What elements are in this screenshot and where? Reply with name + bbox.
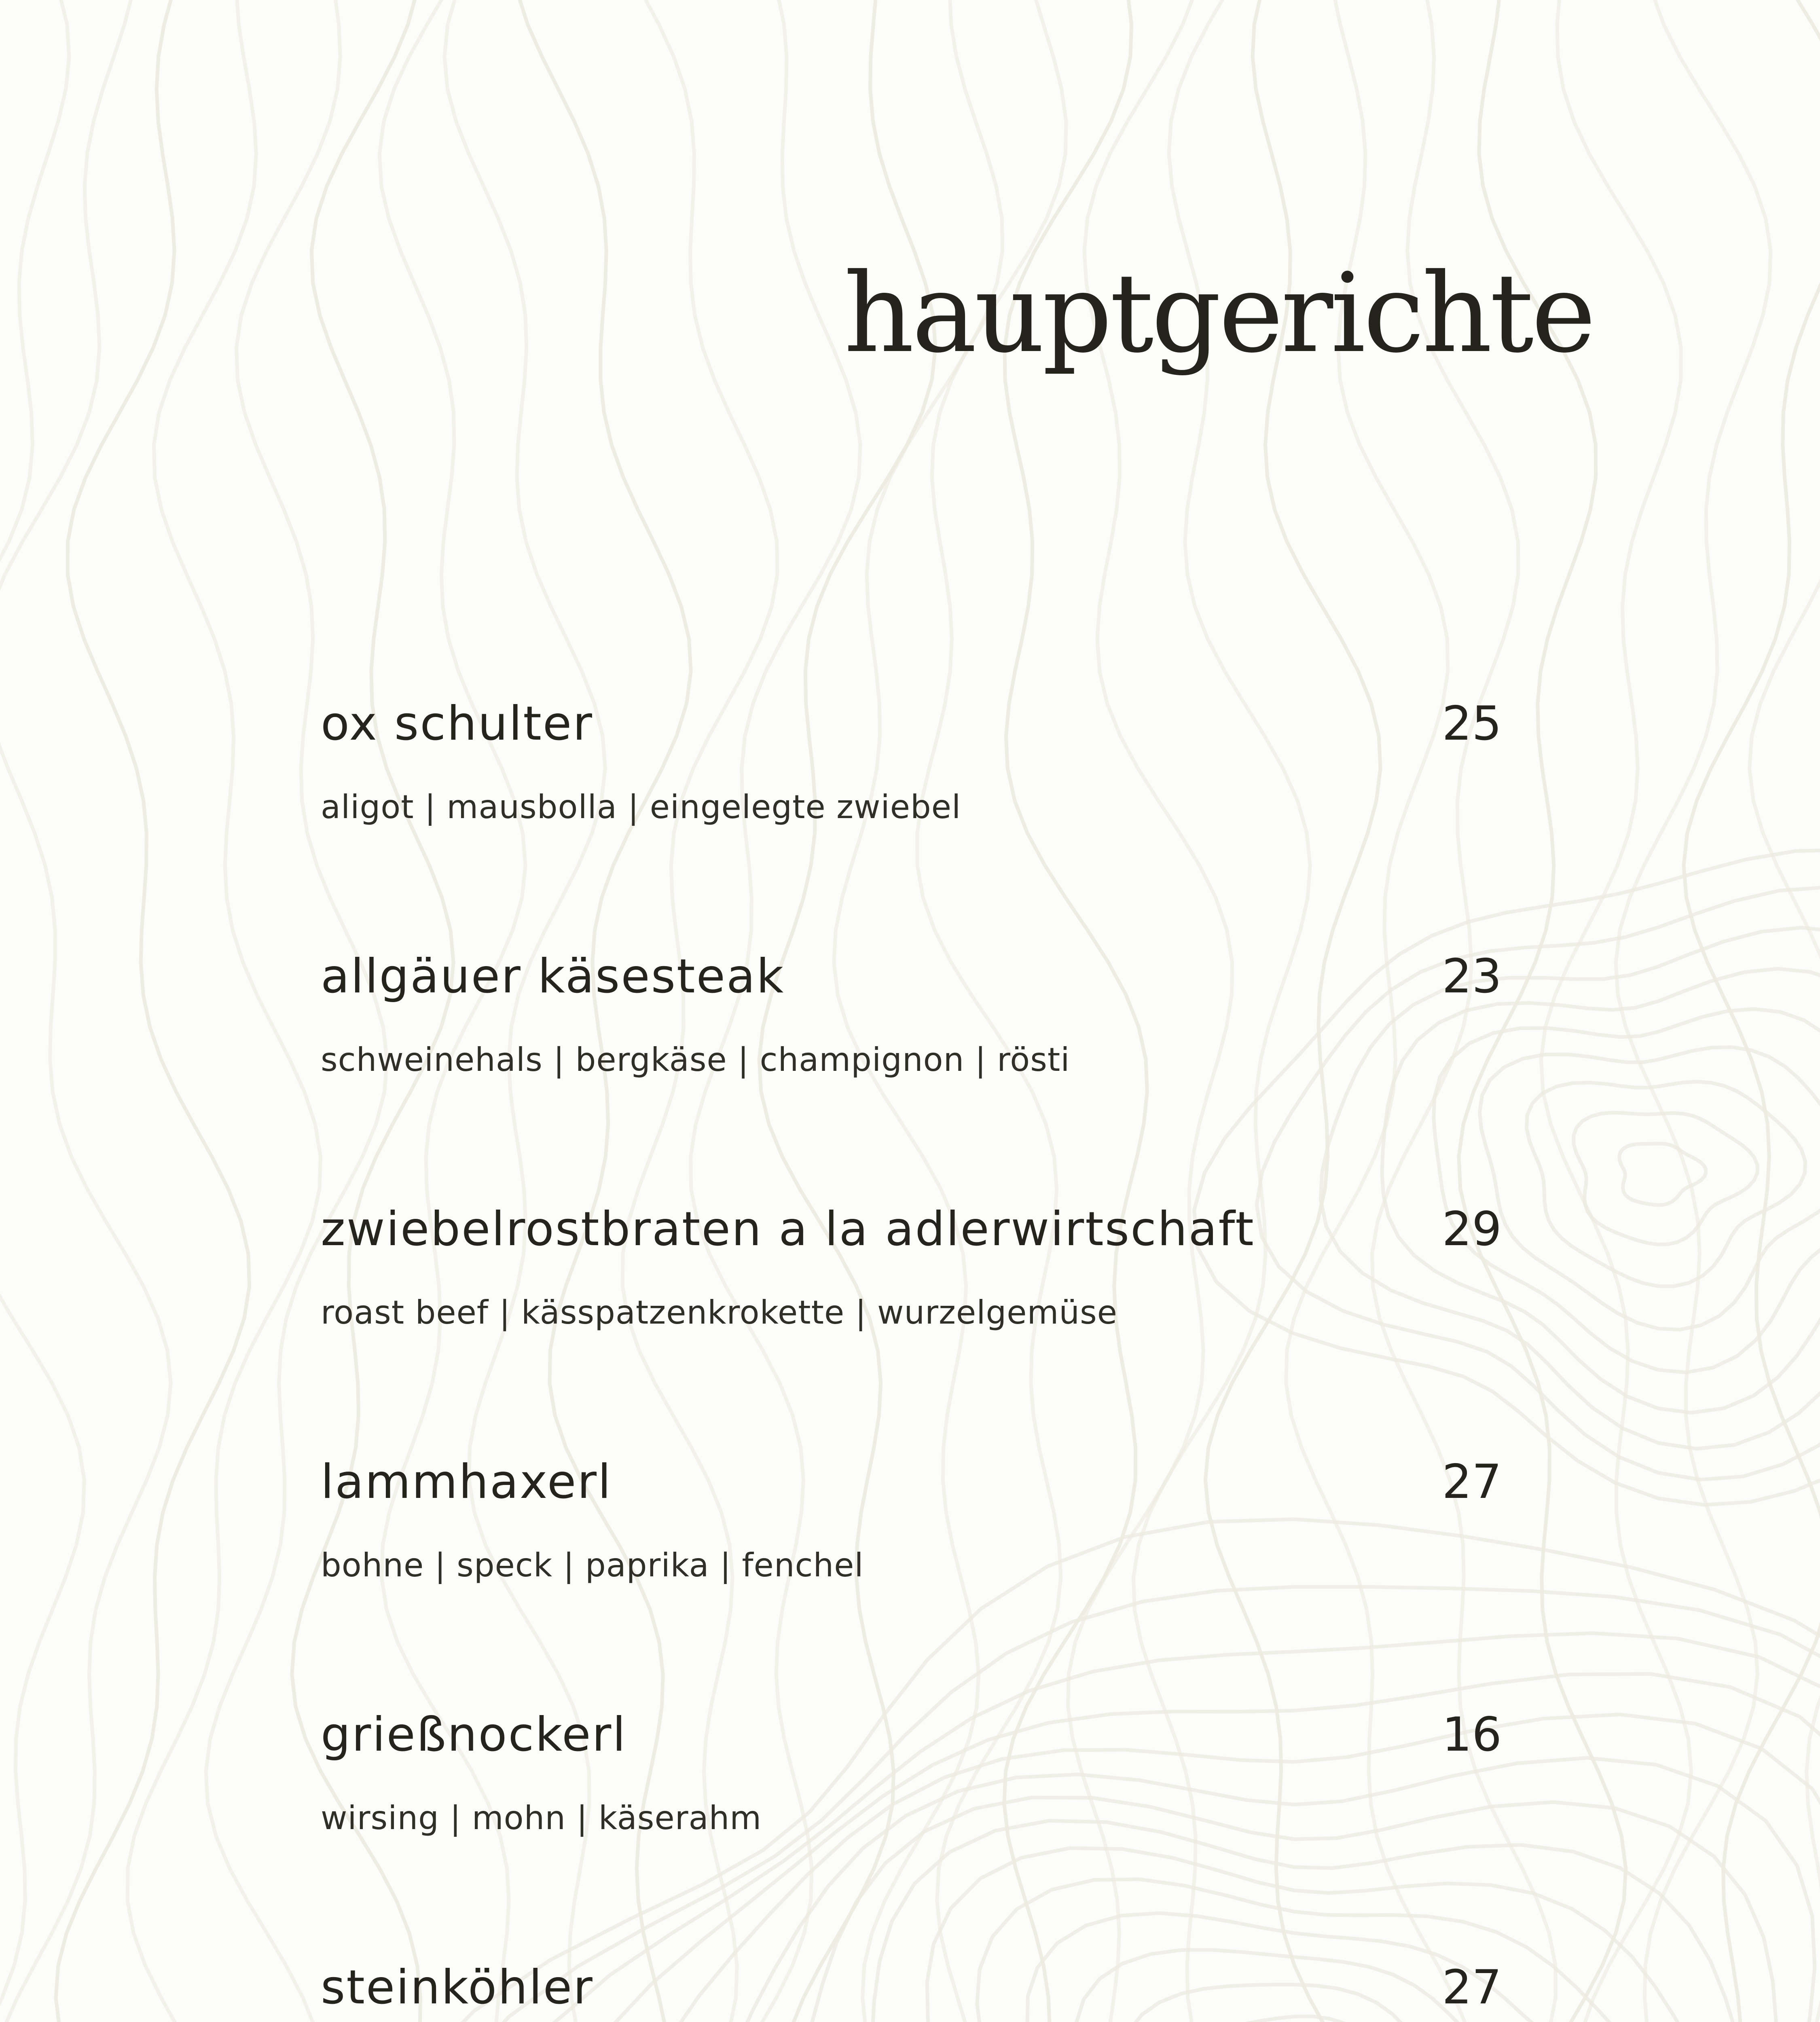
dish-description: schweinehals | bergkäse | champignon | rösti bbox=[321, 1041, 1070, 1079]
dish-name: grießnockerl bbox=[321, 1707, 627, 1762]
dish-row bbox=[321, 694, 1502, 754]
dish-name: ox schulter bbox=[321, 696, 593, 751]
dish-name: zwiebelrostbraten a la adlerwirtschaft bbox=[321, 1202, 1255, 1256]
contour-ring bbox=[1574, 1113, 1757, 1244]
menu-item bbox=[321, 1705, 1502, 1957]
dish-row bbox=[321, 1957, 1502, 2018]
page-title: hauptgerichte bbox=[844, 250, 1594, 377]
dish-name: steinköhler bbox=[321, 1960, 594, 2015]
menu-item bbox=[321, 946, 1502, 1199]
dish-price: 27 bbox=[1442, 1960, 1502, 2015]
dish-row bbox=[321, 946, 1502, 1007]
menu-item bbox=[321, 1957, 1502, 2022]
menu-item bbox=[321, 1199, 1502, 1452]
dish-row bbox=[321, 1452, 1502, 1512]
menu-list bbox=[321, 694, 1502, 2022]
dish-description: bohne | speck | paprika | fenchel bbox=[321, 1546, 864, 1584]
dish-name: lammhaxerl bbox=[321, 1455, 612, 1509]
dish-row bbox=[321, 1199, 1502, 1260]
menu-item bbox=[321, 1452, 1502, 1705]
dish-price: 29 bbox=[1442, 1202, 1502, 1256]
dish-price: 16 bbox=[1442, 1707, 1502, 1762]
dish-description: wirsing | mohn | käserahm bbox=[321, 1799, 762, 1837]
dish-description: aligot | mausbolla | eingelegte zwiebel bbox=[321, 788, 961, 826]
contour-line bbox=[0, 0, 84, 2022]
contour-line bbox=[56, 0, 250, 2022]
dish-price: 23 bbox=[1442, 949, 1502, 1004]
dish-name: allgäuer käsesteak bbox=[321, 949, 785, 1004]
dish-price: 25 bbox=[1442, 696, 1502, 751]
dish-price: 27 bbox=[1442, 1455, 1502, 1509]
dish-row bbox=[321, 1705, 1502, 1765]
menu-item bbox=[321, 694, 1502, 946]
dish-description: roast beef | kässpatzenkrokette | wurzelgemüse bbox=[321, 1294, 1118, 1331]
